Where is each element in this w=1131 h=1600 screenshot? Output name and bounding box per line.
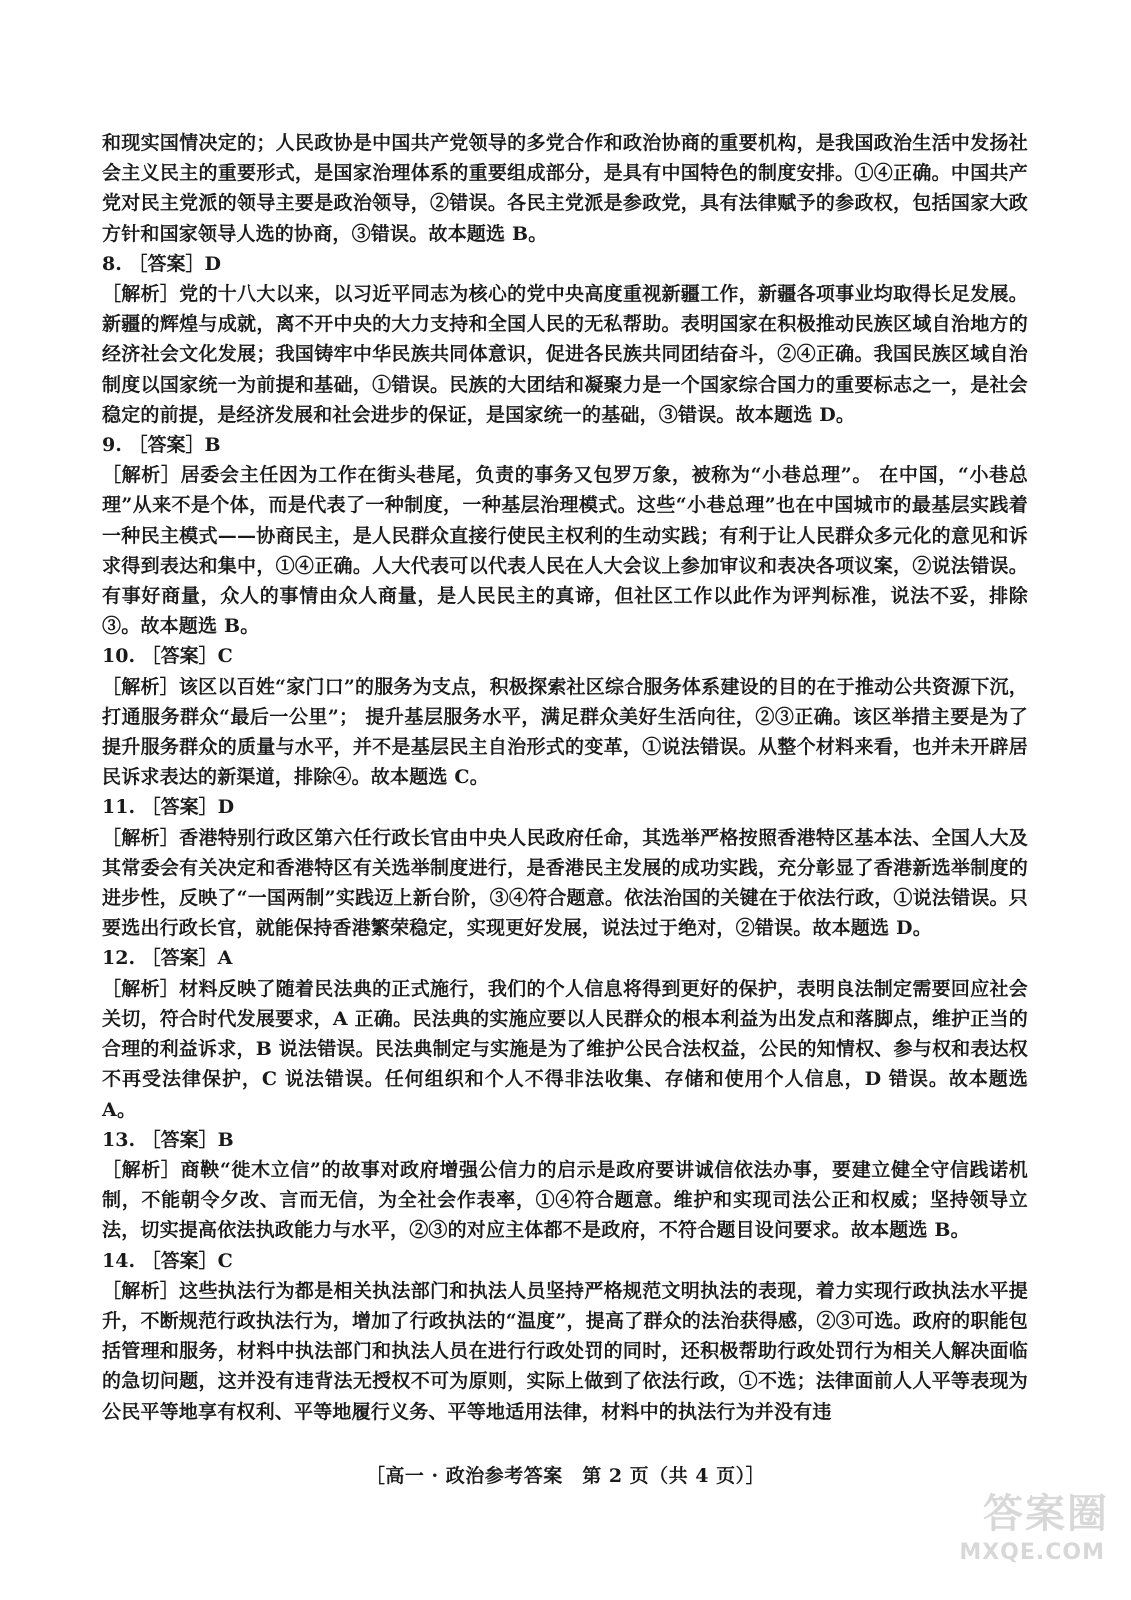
question-10 xyxy=(102,641,1028,792)
analysis-paragraph: ［解析］香港特别行政区第六任行政长官由中央人民政府任命，其选举严格按照香港特区基本法、全国人大及其常委会有关决定和香港特区有关选举制度进行，是香港民主发展的成功实践，充分彰显了香港新选举制度的进步性，反映了“一国两制”实践迈上新台阶，③④符合题意。依法治国的关键在于依法行政，①说法错误。只要选出行政长官，就能保持香港繁荣稳定，实现更好发展，说法过于绝对，②错误。故本题选 D。 xyxy=(102,826,1028,940)
answer-line: 8. ［答案］D xyxy=(102,252,221,275)
intro-paragraph: 和现实国情决定的；人民政协是中国共产党领导的多党合作和政治协商的重要机构，是我国政治生活中发扬社会主义民主的重要形式，是国家治理体系的重要组成部分，是具有中国特色的制度安排。①④正确。中国共产党对民主党派的领导主要是政治领导，②错误。各民主党派是参政党，具有法律赋予的参政权，包括国家大政方针和国家领导人选的协商，③错误。故本题选 B。 xyxy=(102,132,1028,245)
analysis-paragraph: ［解析］材料反映了随着民法典的正式施行，我们的个人信息将得到更好的保护，表明良法制定需要回应社会关切，符合时代发展要求，A 正确。民法典的实施应要以人民群众的根本利益为出发点和落脚点，维护正当的合理的利益诉求，B 说法错误。民法典制定与实施是为了维护公民合法权益，公民的知情权、参与权和表达权不再受法律保护，C 说法错误。任何组织和个人不得非法收集、存储和使用个人信息，D 错误。故本题选 A。 xyxy=(102,977,1028,1121)
analysis-paragraph: ［解析］商鞅“徙木立信”的故事对政府增强公信力的启示是政府要讲诚信依法办事，要建立健全守信践诺机制，不能朝令夕改、言而无信，为全社会作表率，①④符合题意。维护和实现司法公正和权威；坚持领导立法，切实提高依法执政能力与水平，②③的对应主体都不是政府，不符合题目设问要求。故本题选 B。 xyxy=(102,1158,1028,1242)
question-13 xyxy=(102,1125,1028,1246)
watermark-logo xyxy=(949,1482,1109,1582)
question-8 xyxy=(102,249,1028,430)
question-14 xyxy=(102,1246,1028,1427)
question-11 xyxy=(102,792,1028,943)
question-9 xyxy=(102,430,1028,641)
answer-line: 12. ［答案］A xyxy=(102,947,233,970)
answer-line: 9. ［答案］B xyxy=(102,434,221,457)
answer-line: 10. ［答案］C xyxy=(102,645,233,668)
document-body xyxy=(102,128,1028,1427)
watermark-domain: MXQE.COM xyxy=(959,1540,1105,1565)
answer-line: 11. ［答案］D xyxy=(102,796,235,819)
page-footer: ［高一 · 政治参考答案 第 2 页（共 4 页）］ xyxy=(365,1465,766,1487)
analysis-paragraph: ［解析］这些执法行为都是相关执法部门和执法人员坚持严格规范文明执法的表现，着力实现行政执法水平提升，不断规范行政执法行为，增加了行政执法的“温度”，提高了群众的法治获得感，②③可选。政府的职能包括管理和服务，材料中执法部门和执法人员在进行行政处罚的同时，还积极帮助行政处罚行为相关人解决面临的急切问题，这并没有违背法无授权不可为原则，实际上做到了依法行政，①不选；法律面前人人平等表现为公民平等地享有权利、平等地履行义务、平等地适用法律，材料中的执法行为并没有违 xyxy=(102,1279,1028,1423)
question-12 xyxy=(102,943,1028,1124)
analysis-paragraph: ［解析］居委会主任因为工作在街头巷尾，负责的事务又包罗万象，被称为“小巷总理”。 在中国，“小巷总理”从来不是个体，而是代表了一种制度，一种基层治理模式。这些“小巷总理”也在中国城市的最基层实践着一种民主模式——协商民主，是人民群众直接行使民主权利的生动实践；有利于让人民群众多元化的意见和诉求得到表达和集中，①④正确。人大代表可以代表人民在人大会议上参加审议和表决各项议案，②说法错误。有事好商量，众人的事情由众人商量，是人民民主的真谛，但社区工作以此作为评判标准，说法不妥，排除③。故本题选 B。 xyxy=(102,464,1028,638)
answer-line: 14. ［答案］C xyxy=(102,1249,233,1272)
analysis-paragraph: ［解析］党的十八大以来，以习近平同志为核心的党中央高度重视新疆工作，新疆各项事业均取得长足发展。新疆的辉煌与成就，离不开中央的大力支持和全国人民的无私帮助。表明国家在积极推动民族区域自治地方的经济社会文化发展；我国铸牢中华民族共同体意识，促进各民族共同团结奋斗，②④正确。我国民族区域自治制度以国家统一为前提和基础，①错误。民族的大团结和凝聚力是一个国家综合国力的重要标志之一，是社会稳定的前提，是经济发展和社会进步的保证，是国家统一的基础，③错误。故本题选 D。 xyxy=(102,283,1028,426)
analysis-paragraph: ［解析］该区以百姓“家门口”的服务为支点，积极探索社区综合服务体系建设的目的在于推动公共资源下沉，打通服务群众“最后一公里”； 提升基层服务水平，满足群众美好生活向往，②③正确。该区举措主要是为了提升服务群众的质量与水平，并不是基层民主自治形式的变革，①说法错误。从整个材料来看，也并未开辟居民诉求表达的新渠道，排除④。故本题选 C。 xyxy=(102,675,1028,789)
watermark-title: 答案圈 xyxy=(983,1491,1109,1537)
answer-line: 13. ［答案］B xyxy=(102,1128,234,1151)
